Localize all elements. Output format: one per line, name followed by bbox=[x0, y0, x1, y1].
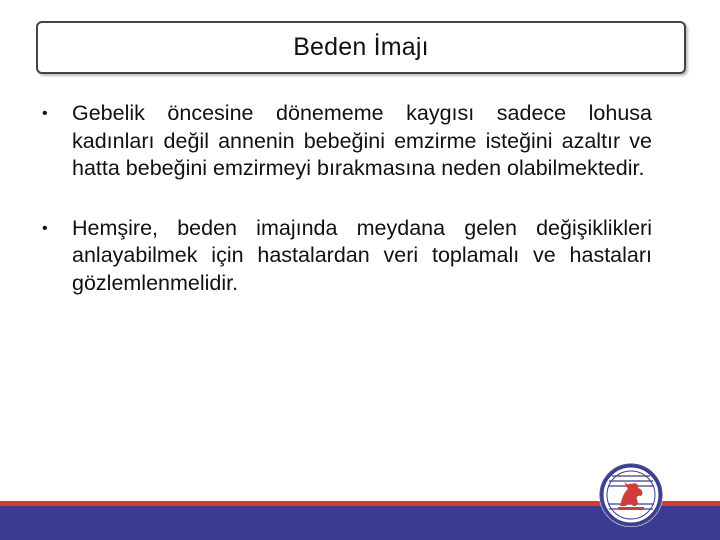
bullet-item bbox=[40, 100, 652, 183]
slide-title-box bbox=[36, 21, 686, 74]
bullet-text: Gebelik öncesine dönememe kaygısı sadece lohusa kadınları değil annenin bebeğini emzirme isteğini azaltır ve hatta bebeğini emzirmeyi bırakmasına neden olabilmektedir. bbox=[72, 101, 652, 180]
bullet-text: Hemşire, beden imajında meydana gelen değişiklikleri anlayabilmek için hastalardan veri toplamalı ve hastaları gözlemlenmelidir. bbox=[72, 215, 652, 295]
slide-content bbox=[40, 100, 652, 329]
bullet-item bbox=[40, 215, 652, 298]
slide-title: Beden İmajı bbox=[293, 33, 429, 61]
bullet-marker: • bbox=[42, 219, 48, 237]
university-seal-icon bbox=[598, 462, 664, 528]
bullet-marker: • bbox=[42, 105, 48, 122]
